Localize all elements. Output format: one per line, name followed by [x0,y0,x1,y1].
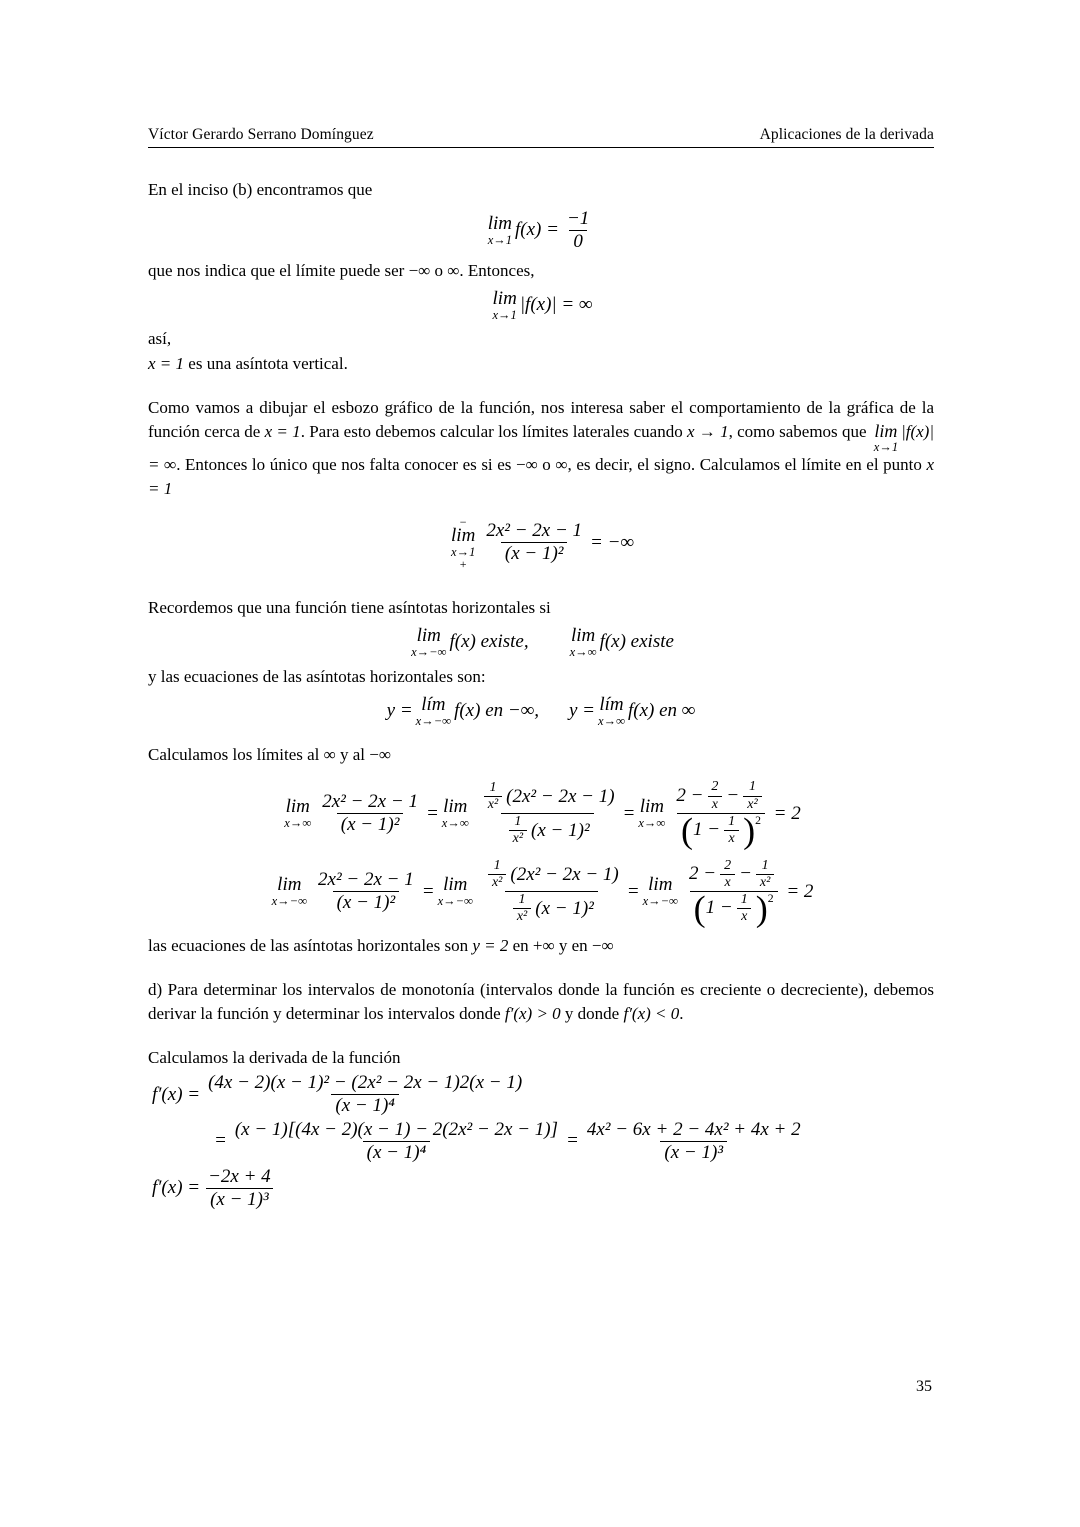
fraction-original: $\frac{\text{2x² − 2x − 1}}{\text{(x − 1)²}}$ [318,869,414,914]
inline-text: es una asíntota vertical. [184,353,348,373]
equation-limit-abs-infinity [148,289,934,322]
equation-expression: |f(x)| = ∞ [519,294,593,316]
limit-operator: lim x→−∞ [642,874,678,909]
fraction-simplified: 2 − $\frac{2}{x}$ − $\frac{1}{\text{x²}}$ ( 1 − $\frac{1}{x}$ ) 2 [685,858,782,926]
derivative-line-2: = $\frac{\text{(x − 1)[(4x − 2)(x − 1) − 2(2x² − 2x − 1)]}}{\text{(x − 1)⁴}}$ = $\frac{\text{4x² − 6x + 2 − 4x² + 4x + 2}}{\text{(x − 1)³}}$ [148,1119,934,1164]
fraction-expanded: $\frac{\text{4x² − 6x + 2 − 4x² + 4x + 2}}{\text{(x − 1)³}}$ [586,1119,801,1163]
equation-horizontal-asymptote-conditions: lim x→−∞ f(x) existe, lim x→∞ f(x) existe [411,625,674,660]
equation-one-sided-limit [148,516,934,571]
limit-operator-infinity: lím x→∞ [598,693,625,728]
equation-result: = 2 [786,880,814,902]
limit-operator: lim x→∞ [638,796,666,831]
paragraph-monotonia: d) Para determinar los intervalos de monotonía (intervalos donde la función es creciente o decreciente), debemos derivar la función y determinar los intervalos donde f′(x) > 0 y donde f′(x) < 0. [148,979,934,1024]
paragraph-calculamos-limites: Calculamos los límites al ∞ y al −∞ [148,745,391,765]
page-header [148,126,934,148]
limit-operator: lim x→∞ [284,796,312,831]
derivative-line-3: f′(x) = $\frac{-2x + 4}{\text{(x − 1)³}}$ [148,1166,934,1211]
paragraph-inciso-b: En el inciso (b) encontramos que [148,180,373,199]
header-chapter: Aplicaciones de la derivada [759,126,934,143]
fraction: $\frac{-1}{0}$ [566,208,590,252]
limit-operator: lim x→∞ [441,796,469,831]
equation-lhs: f(x) = [515,219,559,241]
paragraph-esbozo-grafico: Como vamos a dibujar el esbozo gráfico de la función, nos interesa saber el comportamiento de la gráfica de la función cerca de x = 1. Para esto debemos calcular los límites laterales cuando x → 1, como sabemos que lim x→1 |f(x)| = ∞. Entonces lo único que nos falta conocer es si es −∞ o ∞, es decir, el signo. Calculamos el límite en el punto x = 1 [148,397,935,499]
equation-result: = −∞ [590,531,634,553]
fraction-divided-by-x-squared: $\frac{1}{\text{x²}}$ (2x² − 2x − 1) $\frac{1}{\text{x²}}$ (x − 1)² [480,858,623,925]
equation-result: = 2 [773,802,801,824]
limit-operator-minus-infinity: lím x→−∞ [415,693,452,728]
fraction: $\frac{\text{(4x − 2)(x − 1)² − (2x² − 2x − 1)2(x − 1)}}{\text{(x − 1)⁴}}$ [208,1072,523,1117]
fraction-final: $\frac{-2x + 4}{\text{(x − 1)³}}$ [204,1166,275,1211]
fraction-divided-by-x-squared: $\frac{1}{\text{x²}}$ (2x² − 2x − 1) $\frac{1}{\text{x²}}$ (x − 1)² [476,780,619,847]
page-content [148,126,934,1212]
inline-math-x-equals-1: x = 1 [148,353,185,373]
equation-limit-at-minus-infinity: lim x→−∞ $\frac{\text{2x² − 2x − 1}}{\text{(x − 1)²}}$ = lim x→−∞ $\frac{1}{\text{x²}}$ (2x² − 2x − 1) $\frac{1}{\text{x²}}$ (x − 1)² = lim x→−∞ 2 − $\frac{2}{x}$ − $\frac{1}{\text{x²}}$ ( 1 − $\frac{1}{x}$ ) 2 = 2 [271,857,814,929]
fraction-simplified: 2 − $\frac{2}{x}$ − $\frac{1}{\text{x²}}$ ( 1 − $\frac{1}{x}$ ) 2 [672,779,769,847]
limit-operator-minus-infinity: lim x→−∞ [411,625,447,660]
paragraph-asintotas-horizontales: Recordemos que una función tiene asíntotas horizontales si [148,598,551,618]
fraction-original: $\frac{\text{2x² − 2x − 1}}{\text{(x − 1)²}}$ [322,791,418,836]
paragraph-ecuaciones-asintotas: y las ecuaciones de las asíntotas horizontales son: [148,666,486,686]
paragraph-ecuaciones-horizontales-resultado: las ecuaciones de las asíntotas horizontales son y = 2 en +∞ y en −∞ [148,935,614,955]
derivative-line-1: f′(x) = $\frac{\text{(4x − 2)(x − 1)² − (2x² − 2x − 1)2(x − 1)}}{\text{(x − 1)⁴}}$ [148,1072,934,1117]
equation-limit-minus-one-over-zero [148,208,934,253]
limit-operator: lim x→1 [487,213,513,248]
limit-operator: lim x→−∞ [271,874,308,909]
fraction: $\frac{\text{2x² − 2x − 1}}{\text{(x − 1)²}}$ [486,520,583,565]
limit-operator: lim x→1 [492,287,517,322]
paragraph-calculamos-derivada: Calculamos la derivada de la función [148,1048,401,1068]
paragraph-asintota-vertical [148,352,934,376]
equation-horizontal-asymptote-equations: y = lím x→−∞ f(x) en −∞, y = lím x→∞ f(x) en ∞ [386,693,696,728]
equation-derivative [148,1072,934,1210]
equation-limit-at-infinity: lim x→∞ $\frac{\text{2x² − 2x − 1}}{\text{(x − 1)²}}$ = lim x→∞ $\frac{1}{\text{x²}}$ (2x² − 2x − 1) $\frac{1}{\text{x²}}$ (x − 1)² = lim x→∞ 2 − $\frac{2}{x}$ − $\frac{1}{\text{x²}}$ ( 1 − $\frac{1}{x}$ ) 2 = 2 [284,779,801,851]
limit-operator-infinity: lim x→∞ [569,625,597,660]
paragraph-asi: así, [148,329,172,349]
page-number: 35 [916,1378,932,1395]
header-author: Víctor Gerardo Serrano Domínguez [148,126,374,143]
limit-operator: − lim x→1 + [451,514,476,572]
paragraph-limite-puede-ser: que nos indica que el límite puede ser −∞ o ∞. Entonces, [148,260,535,280]
inner-fraction-num: $\frac{1}{\text{x²}}$ [484,780,502,813]
inline-limit-operator: lim x→1 [873,420,899,454]
fraction-factored: $\frac{\text{(x − 1)[(4x − 2)(x − 1) − 2(2x² − 2x − 1)]}}{\text{(x − 1)⁴}}$ [234,1119,559,1163]
inner-fraction-den: $\frac{1}{\text{x²}}$ [509,814,527,847]
limit-operator: lim x→−∞ [437,874,473,909]
